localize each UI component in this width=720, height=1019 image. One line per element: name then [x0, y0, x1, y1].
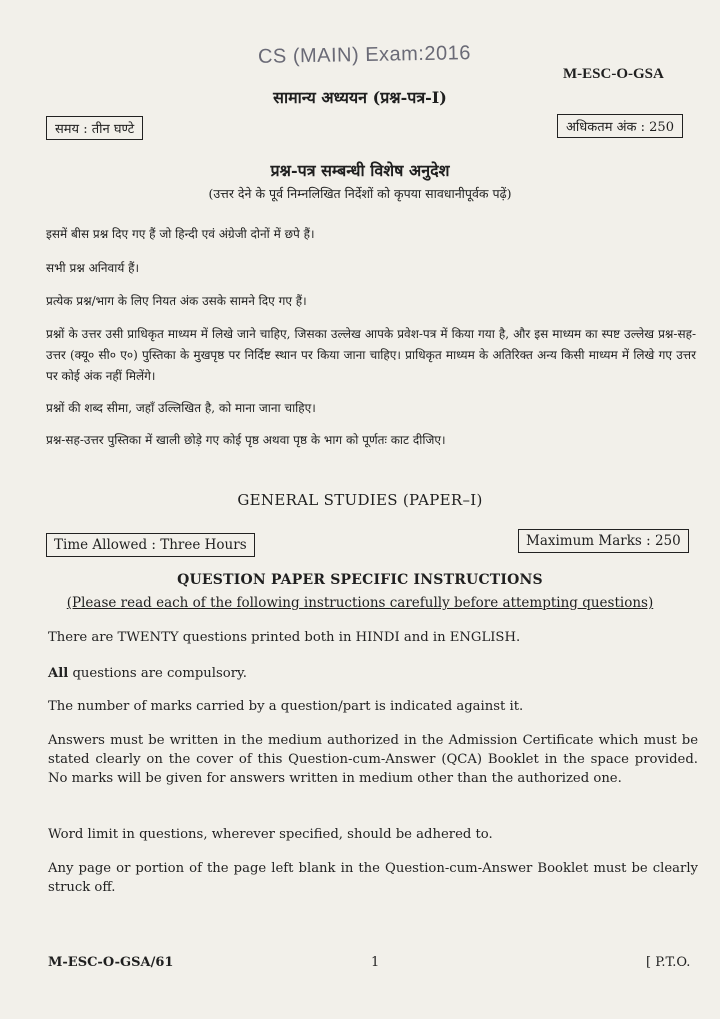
english-para-4: Answers must be written in the medium authorized in the Admission Certificate which must be stated clearly on the cover of this Question-cum-Answer (QCA) Booklet in the space provided. No marks will be given for answers written in medium other than the authorized one.: [48, 733, 698, 786]
english-para-2-bold: All: [48, 666, 69, 681]
footer-pto: [ P.T.O.: [646, 955, 691, 970]
english-paper-title: GENERAL STUDIES (PAPER–I): [237, 491, 483, 509]
paper-code: M-ESC-O-GSA: [563, 66, 664, 82]
english-para-3: The number of marks carried by a question/part is indicated against it.: [48, 699, 524, 714]
english-instructions-heading: QUESTION PAPER SPECIFIC INSTRUCTIONS: [177, 572, 543, 588]
hindi-instructions-subheading: (उत्तर देने के पूर्व निम्नलिखित निर्देशों को कृपया सावधानीपूर्वक पढ़ें): [208, 186, 512, 201]
hindi-paper-title: सामान्य अध्ययन (प्रश्न-पत्र-I): [273, 88, 447, 107]
english-para-2: [48, 664, 698, 683]
english-para-2-rest: questions are compulsory.: [68, 666, 247, 681]
english-instructions-subheading: (Please read each of the following instructions carefully before attempting questions): [66, 595, 654, 611]
max-marks-box: Maximum Marks : 250: [518, 529, 689, 553]
english-para-5: Word limit in questions, wherever specified, should be adhered to.: [48, 827, 493, 842]
hindi-para-1: इसमें बीस प्रश्न दिए गए हैं जो हिन्दी एवं अंग्रेजी दोनों में छपे हैं।: [46, 227, 315, 241]
footer-code: M-ESC-O-GSA/61: [48, 955, 174, 970]
footer-page-number: 1: [371, 955, 380, 970]
hindi-para-3: प्रत्येक प्रश्न/भाग के लिए नियत अंक उसके सामने दिए गए हैं।: [46, 294, 307, 308]
time-allowed-box: Time Allowed : Three Hours: [46, 533, 255, 557]
exam-stamp: CS (MAIN) Exam:2016: [257, 42, 472, 68]
english-para-1: There are TWENTY questions printed both in HINDI and in ENGLISH.: [48, 630, 521, 645]
hindi-para-2: सभी प्रश्न अनिवार्य हैं।: [46, 261, 140, 275]
hindi-para-5: प्रश्नों की शब्द सीमा, जहाँ उल्लिखित है, को माना जाना चाहिए।: [46, 401, 316, 415]
hindi-time-box: समय : तीन घण्टे: [46, 116, 143, 140]
english-para-6: Any page or portion of the page left blank in the Question-cum-Answer Booklet must be clearly struck off.: [48, 861, 698, 895]
hindi-instructions-heading: प्रश्न-पत्र सम्बन्धी विशेष अनुदेश: [270, 161, 450, 180]
hindi-para-6: प्रश्न-सह-उत्तर पुस्तिका में खाली छोड़े गए कोई पृष्ठ अथवा पृष्ठ के भाग को पूर्णतः काट दीजिए।: [46, 433, 446, 447]
hindi-marks-box: अधिकतम अंक : 250: [557, 114, 683, 138]
hindi-para-4: प्रश्नों के उत्तर उसी प्राधिकृत माध्यम में लिखे जाने चाहिए, जिसका उल्लेख आपके प्रवेश-पत्र में किया गया है, और इस माध्यम का स्पष्ट उल्लेख प्रश्न-सह-उत्तर (क्यू० सी० ए०) पुस्तिका के मुखपृष्ठ पर निर्दिष्ट स्थान पर किया जाना चाहिए। प्राधिकृत माध्यम के अतिरिक्त अन्य किसी माध्यम में लिखे गए उत्तर पर कोई अंक नहीं मिलेंगे।: [46, 327, 696, 383]
